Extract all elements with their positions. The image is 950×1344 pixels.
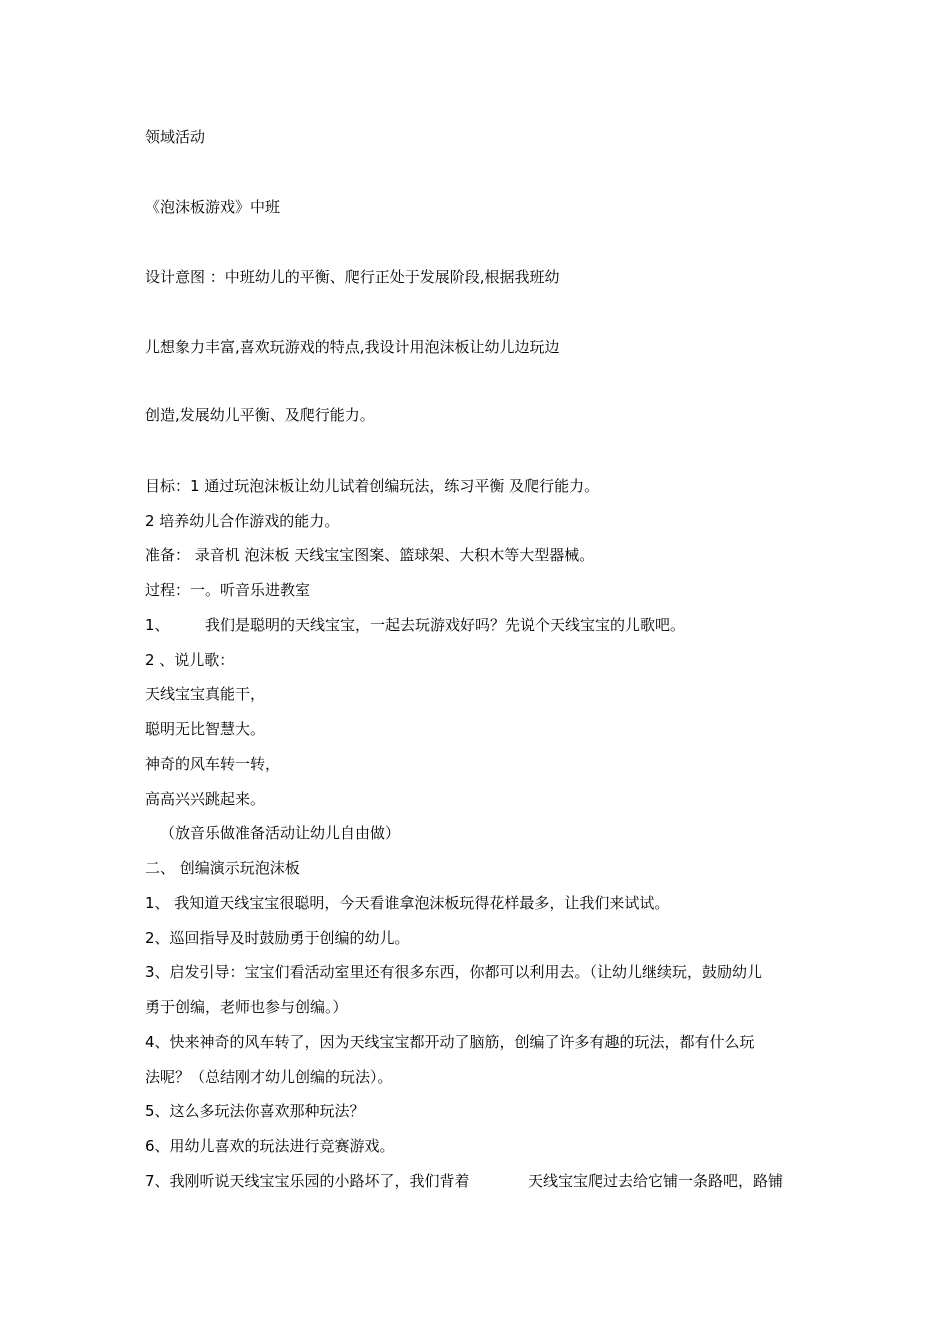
- rhyme-line-4: 高高兴兴跳起来。: [145, 790, 266, 808]
- design-intent-line-3: 创造,发展幼儿平衡、及爬行能力。: [145, 406, 375, 424]
- preparation: 准备： 录音机 泡沫板 天线宝宝图案、篮球架、大积木等大型器械。: [145, 546, 595, 564]
- step-1-1-number: 1、: [145, 616, 170, 634]
- goal-1: 目标：1 通过玩泡沫板让幼儿试着创编玩法，练习平衡 及爬行能力。: [145, 477, 600, 495]
- process-heading: 过程：一。听音乐进教室: [145, 581, 311, 599]
- step-2-2: 2、巡回指导及时鼓励勇于创编的幼儿。: [145, 929, 410, 947]
- step-2-3-line-2: 勇于创编，老师也参与创编。）: [145, 998, 348, 1016]
- part-2-heading: 二、 创编演示玩泡沫板: [145, 859, 300, 877]
- step-2-7-part-1: 7、我刚听说天线宝宝乐园的小路坏了，我们背着: [145, 1172, 470, 1190]
- step-1-2: 2 、说儿歌：: [145, 651, 235, 669]
- rhyme-line-3: 神奇的风车转一转，: [145, 755, 281, 773]
- step-2-4-line-2: 法呢？（总结刚才幼儿创编的玩法）。: [145, 1068, 393, 1086]
- design-intent-line-1: 设计意图 ：中班幼儿的平衡、爬行正处于发展阶段,根据我班幼: [145, 268, 560, 286]
- goal-2: 2 培养幼儿合作游戏的能力。: [145, 512, 340, 530]
- rhyme-line-1: 天线宝宝真能干，: [145, 685, 266, 703]
- document-title: 《泡沫板游戏》中班: [145, 198, 281, 216]
- step-2-5: 5、这么多玩法你喜欢那种玩法？: [145, 1102, 365, 1120]
- step-2-3-line-1: 3、启发引导：宝宝们看活动室里还有很多东西，你都可以利用去。（让幼儿继续玩，鼓励幼儿: [145, 963, 763, 981]
- rhyme-line-2: 聪明无比智慧大。: [145, 720, 266, 738]
- music-note: （放音乐做准备活动让幼儿自由做）: [160, 824, 401, 842]
- step-2-6: 6、用幼儿喜欢的玩法进行竞赛游戏。: [145, 1137, 395, 1155]
- heading: 领域活动: [145, 128, 206, 146]
- design-intent-line-2: 儿想象力丰富,喜欢玩游戏的特点,我设计用泡沫板让幼儿边玩边: [145, 338, 560, 356]
- step-2-4-line-1: 4、快来神奇的风车转了，因为天线宝宝都开动了脑筋，创编了许多有趣的玩法，都有什么玩: [145, 1033, 755, 1051]
- step-2-1: 1、 我知道天线宝宝很聪明，今天看谁拿泡沫板玩得花样最多，让我们来试试。: [145, 894, 670, 912]
- step-2-7-part-2: 天线宝宝爬过去给它铺一条路吧，路铺: [528, 1172, 784, 1190]
- step-1-1-text: 我们是聪明的天线宝宝，一起去玩游戏好吗？先说个天线宝宝的儿歌吧。: [205, 616, 686, 634]
